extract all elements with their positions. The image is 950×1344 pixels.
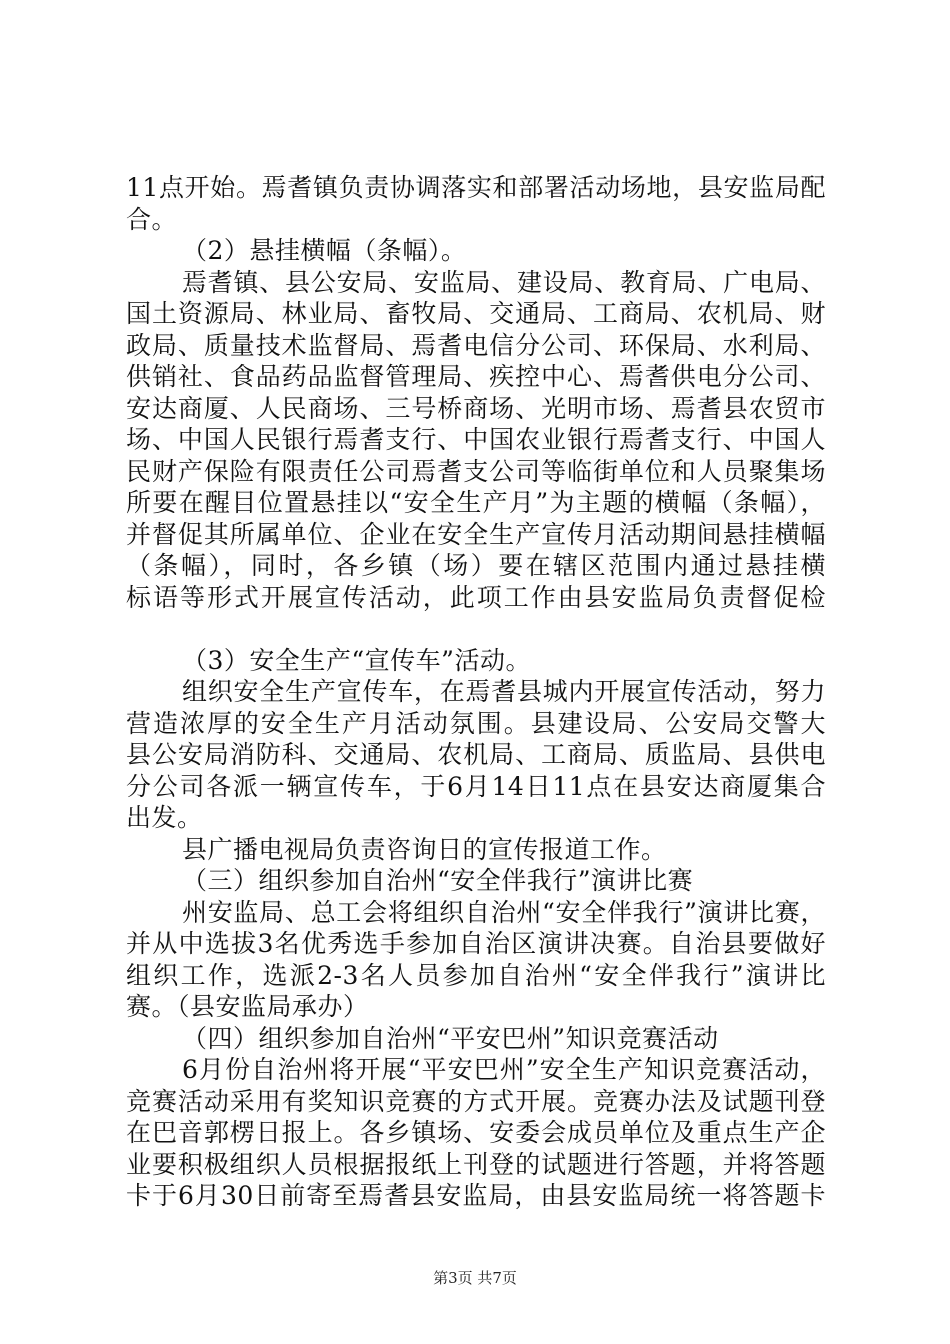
text-line: 县广播电视局负责咨询日的宣传报道工作。	[182, 834, 667, 864]
text-line: 场、中国人民银行焉耆支行、中国农业银行焉耆支行、中国人	[126, 425, 826, 454]
text-line: （四）组织参加自治州“平安巴州”知识竞赛活动	[182, 1023, 719, 1053]
paragraph-gap	[126, 613, 826, 645]
text-line: 所要在醒目位置悬挂以“安全生产月”为主题的横幅（条幅），	[126, 488, 826, 517]
text-line: 业要积极组织人员根据报纸上刊登的试题进行答题，并将答题	[126, 1149, 826, 1179]
text-line: 民财产保险有限责任公司焉耆支公司等临街单位和人员聚集场	[126, 456, 826, 486]
text-line: 政局、质量技术监督局、焉耆电信分公司、环保局、水利局、	[126, 330, 826, 360]
text-line: 卡于6月30日前寄至焉耆县安监局，由县安监局统一将答题卡	[126, 1181, 826, 1210]
text-line: 焉耆镇、县公安局、安监局、建设局、教育局、广电局、	[182, 267, 826, 297]
text-line: 合。	[126, 204, 178, 234]
text-line: 6月份自治州将开展“平安巴州”安全生产知识竞赛活动，	[182, 1055, 826, 1084]
text-line: （条幅），同时，各乡镇（场）要在辖区范围内通过悬挂横	[126, 551, 826, 580]
text-line: 营造浓厚的安全生产月活动氛围。县建设局、公安局交警大	[126, 708, 826, 738]
text-line: 11点开始。焉耆镇负责协调落实和部署活动场地，县安监局配	[126, 173, 826, 202]
text-line: 县公安局消防科、交通局、农机局、工商局、质监局、县供电	[126, 740, 826, 769]
text-line: 安达商厦、人民商场、三号桥商场、光明市场、焉耆县农贸市	[126, 393, 826, 423]
text-line: 分公司各派一辆宣传车，于6月14日11点在县安达商厦集合	[126, 771, 826, 801]
text-line: 在巴音郭楞日报上。各乡镇场、安委会成员单位及重点生产企	[126, 1118, 826, 1147]
text-line: 国土资源局、林业局、畜牧局、交通局、工商局、农机局、财	[126, 299, 826, 328]
text-line: 竞赛活动采用有奖知识竞赛的方式开展。竞赛办法及试题刊登	[126, 1086, 826, 1116]
text-line: 标语等形式开展宣传活动，此项工作由县安监局负责督促检	[126, 582, 826, 612]
text-line: 组织安全生产宣传车，在焉耆县城内开展宣传活动，努力	[182, 677, 826, 706]
text-line: （3）安全生产“宣传车”活动。	[182, 645, 531, 675]
text-line: 并从中选拔3名优秀选手参加自治区演讲决赛。自治县要做好	[126, 929, 826, 958]
text-line: （三）组织参加自治州“安全伴我行”演讲比赛	[182, 866, 694, 895]
text-line: 赛。（县安监局承办）	[126, 992, 369, 1021]
text-line: 组织工作，选派2-3名人员参加自治州“安全伴我行”演讲比	[126, 960, 826, 990]
text-line: 出发。	[126, 803, 203, 832]
page-footer: 第3页 共7页	[433, 1269, 517, 1287]
document-body	[126, 172, 826, 1212]
text-line: 并督促其所属单位、企业在安全生产宣传月活动期间悬挂横幅	[126, 519, 826, 549]
text-line: 州安监局、总工会将组织自治州“安全伴我行”演讲比赛，	[182, 897, 826, 927]
text-line: 供销社、食品药品监督管理局、疾控中心、焉耆供电分公司、	[126, 362, 826, 391]
text-line: （2）悬挂横幅（条幅）。	[182, 236, 467, 265]
